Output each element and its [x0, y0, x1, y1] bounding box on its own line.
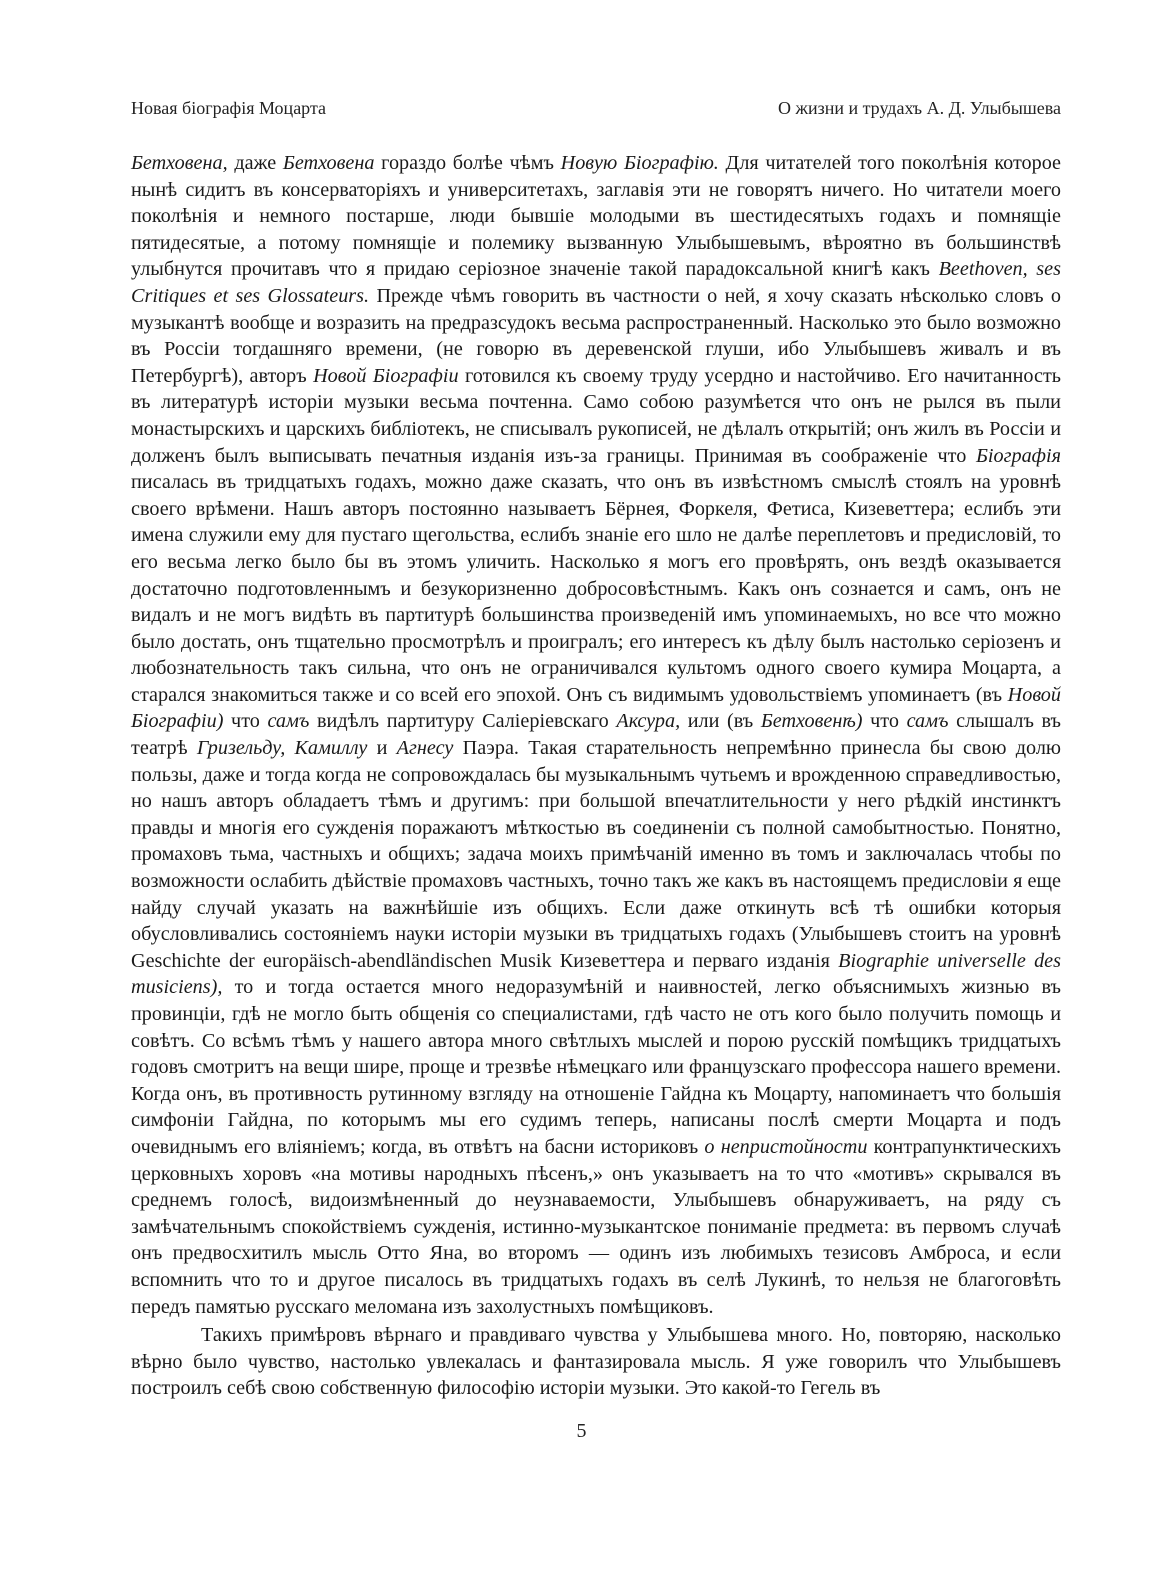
- italic-run: Новой Біографіи: [313, 364, 459, 387]
- text-run: и: [367, 737, 397, 760]
- italic-run: Аксура,: [616, 710, 681, 733]
- text-run: гораздо болѣе чѣмъ: [374, 152, 561, 174]
- text-run: то и тогда остается много недоразумѣній и наивностей, легко объяснимыхъ жизнью въ провинціи, гдѣ не могло быть общенія со специалистами, гдѣ часто не отъ кого было получить помощь и совѣтъ. Со всѣмъ тѣмъ у нашего автора много свѣтлыхъ мыслей и порою русскій помѣщикъ тридцатыхъ годовъ смотритъ на вещи шире, проще и трезвѣе нѣмецкаго или французскаго профессора нашего времени. Когда онъ, въ противность рутинному взгляду на отношеніе Гайдна къ Моцарту, напоминаетъ что большія симфоніи Гайдна, по которымъ мы его судимъ теперь, написаны послѣ смерти Моцарта и подъ очевиднымъ его вліяніемъ; когда, въ отвѣтъ на басни историковъ: [131, 976, 1061, 1158]
- text-run: что: [223, 710, 268, 733]
- italic-run: Biographie universelle des musiciens),: [131, 949, 1062, 999]
- italic-run: Бетховенѣ): [760, 710, 863, 733]
- text-run: контрапунктическихъ церковныхъ хоровъ «на мотивы народныхъ пѣсенъ,» онъ указываетъ на то что «мотивъ» скрывался въ среднемъ голосѣ, видоизмѣненный до неузнаваемости, Улыбышевъ обнаруживаетъ, на ряду съ замѣчательнымъ спокойствіемъ сужденія, истинно-музыкантское пониманіе предмета: въ первомъ случаѣ онъ предвосхитилъ мысль Отто Яна, во второмъ — одинъ изъ любимыхъ тезисовъ Амброса, и если вспомнить что то и другое писалось въ тридцатыхъ годахъ въ селѣ Лукинѣ, то нельзя не благоговѣть передъ памятью русскаго меломана изъ захолустныхъ помѣщиковъ.: [131, 1135, 1061, 1318]
- italic-run: Бетховена: [282, 152, 375, 174]
- italic-run: самъ: [906, 710, 949, 733]
- italic-run: Новой Біографіи): [131, 683, 1061, 733]
- text-run: слышалъ въ театрѣ: [131, 710, 1061, 760]
- text-run: Прежде чѣмъ говорить въ частности о ней, я хочу сказать нѣсколько словъ о музыкантѣ вообще и возразить на предразсудокъ весьма распространенный. Насколько это было возможно въ Россіи тогдашняго времени, (не говорю въ деревенской глуши, ибо Улыбышевъ живалъ и въ Петербургѣ), авторъ: [131, 284, 1062, 387]
- italic-run: Агнесу: [396, 737, 454, 760]
- page-number: 5: [576, 1420, 587, 1442]
- paragraph-1: [131, 150, 1061, 1320]
- text-run: Для читателей того поколѣнія которое нынѣ сидитъ въ консерваторіяхъ и университетахъ, заглавія эти не говорятъ ничего. Но читатели моего поколѣнія и немного постарше, люди бывшіе молодыми въ шестидесятыхъ годахъ и помнящіе пятидесятые, а потому помнящіе и полемику вызванную Улыбышевымъ, вѣроятно въ большинствѣ улыбнутся прочитавъ что я придаю серіозное значеніе такой парадоксальной книгѣ какъ: [131, 152, 1061, 281]
- text-run: готовился къ своему труду усердно и настойчиво. Его начитанность въ литературѣ исторіи музыки весьма почтенна. Само собою разумѣется что онъ не рылся въ пыли монастырскихъ и царскихъ библіотекъ, не списывалъ рукописей, не дѣлалъ открытій; онъ жилъ въ Россіи и долженъ былъ выписывать печатныя изданія изъ-за границы. Принимая въ соображеніе что: [131, 364, 1061, 467]
- italic-run: Біографія: [976, 444, 1061, 467]
- header-left-title: Новая біографія Моцарта: [131, 98, 327, 118]
- text-run: писалась въ тридцатыхъ годахъ, можно даже сказать, что онъ въ извѣстномъ смыслѣ стоялъ на уровнѣ своего врѣмени. Нашъ авторъ постоянно называетъ Бёрнея, Форкеля, Фетиса, Кизеветтера; еслибъ эти имена служили ему для пустаго щегольства, еслибъ знаніе его шло не далѣе переплетовъ и предисловій, то его весьма легко было бы въ этомъ уличить. Насколько я могъ его провѣрять, онъ вездѣ оказывается достаточно подготовленнымъ и безукоризненно добросовѣстнымъ. Какъ онъ сознается и самъ, онъ не видалъ и не могъ видѣть въ партитурѣ большинства произведеній имъ упоминаемыхъ, но все что можно было достать, онъ тщательно просмотрѣлъ и проигралъ; его интересъ къ дѣлу былъ настолько серіозенъ и любознательность такъ сильна, что онъ не ограничивался культомъ одного своего кумира Моцарта, а старался знакомиться также и со всей его эпохой. Онъ съ видимымъ удовольствіемъ упоминаетъ (въ: [131, 471, 1061, 706]
- running-header: [131, 98, 1061, 124]
- text-run: что: [862, 710, 907, 733]
- header-right-title: О жизни и трудахъ А. Д. Улыбышева: [778, 98, 1061, 118]
- text-run: или (въ: [680, 710, 761, 733]
- text-run: видѣлъ партитуру Саліеріевскаго: [309, 710, 617, 733]
- text-run: Паэра. Такая старательность непремѣнно принесла бы свою долю пользы, даже и тогда когда не сопровождалась бы музыкальнымъ чутьемъ и врожденною справедливостью, но нашъ авторъ обладаетъ тѣмъ и другимъ: при большой впечатлительности у него рѣдкій инстинктъ правды и многія его сужденія поражаютъ мѣткостью въ соединеніи съ полной самобытностью. Понятно, промаховъ тьма, частныхъ и общихъ; задача моихъ примѣчаній именно въ томъ и заключалась чтобы по возможности ослабить дѣйствіе промаховъ частныхъ, точно такъ же какъ въ настоящемъ предисловіи я еще найду случай указать на важнѣйшіе изъ общихъ. Если даже откинуть всѣ тѣ ошибки которыя обусловливались состояніемъ науки исторіи музыки въ тридцатыхъ годахъ (Улыбышевъ стоитъ на уровнѣ Geschichte der europäisch-abendländischen Musik Кизеветтера и перваго изданія: [131, 737, 1062, 972]
- text-run: даже: [227, 152, 283, 174]
- body-text: [131, 150, 1061, 1402]
- italic-run: Бетховена,: [131, 152, 228, 174]
- italic-run: Новую Біографію.: [560, 152, 719, 174]
- paragraph-2: Такихъ примѣровъ вѣрнаго и правдиваго чувства у Улыбышева много. Но, повторяю, насколько вѣрно было чувство, настолько увлекалась и фантазировала мысль. Я уже говорилъ что Улыбышевъ построилъ себѣ свою собственную философію исторіи музыки. Это какой-то Гегель въ: [131, 1324, 1061, 1400]
- italic-run: самъ: [267, 710, 310, 733]
- italic-run: Гризельду, Камиллу: [196, 737, 368, 760]
- italic-run: Beethoven, ses Critiques et ses Glossateurs.: [131, 258, 1061, 307]
- italic-run: о непристойности: [704, 1135, 868, 1158]
